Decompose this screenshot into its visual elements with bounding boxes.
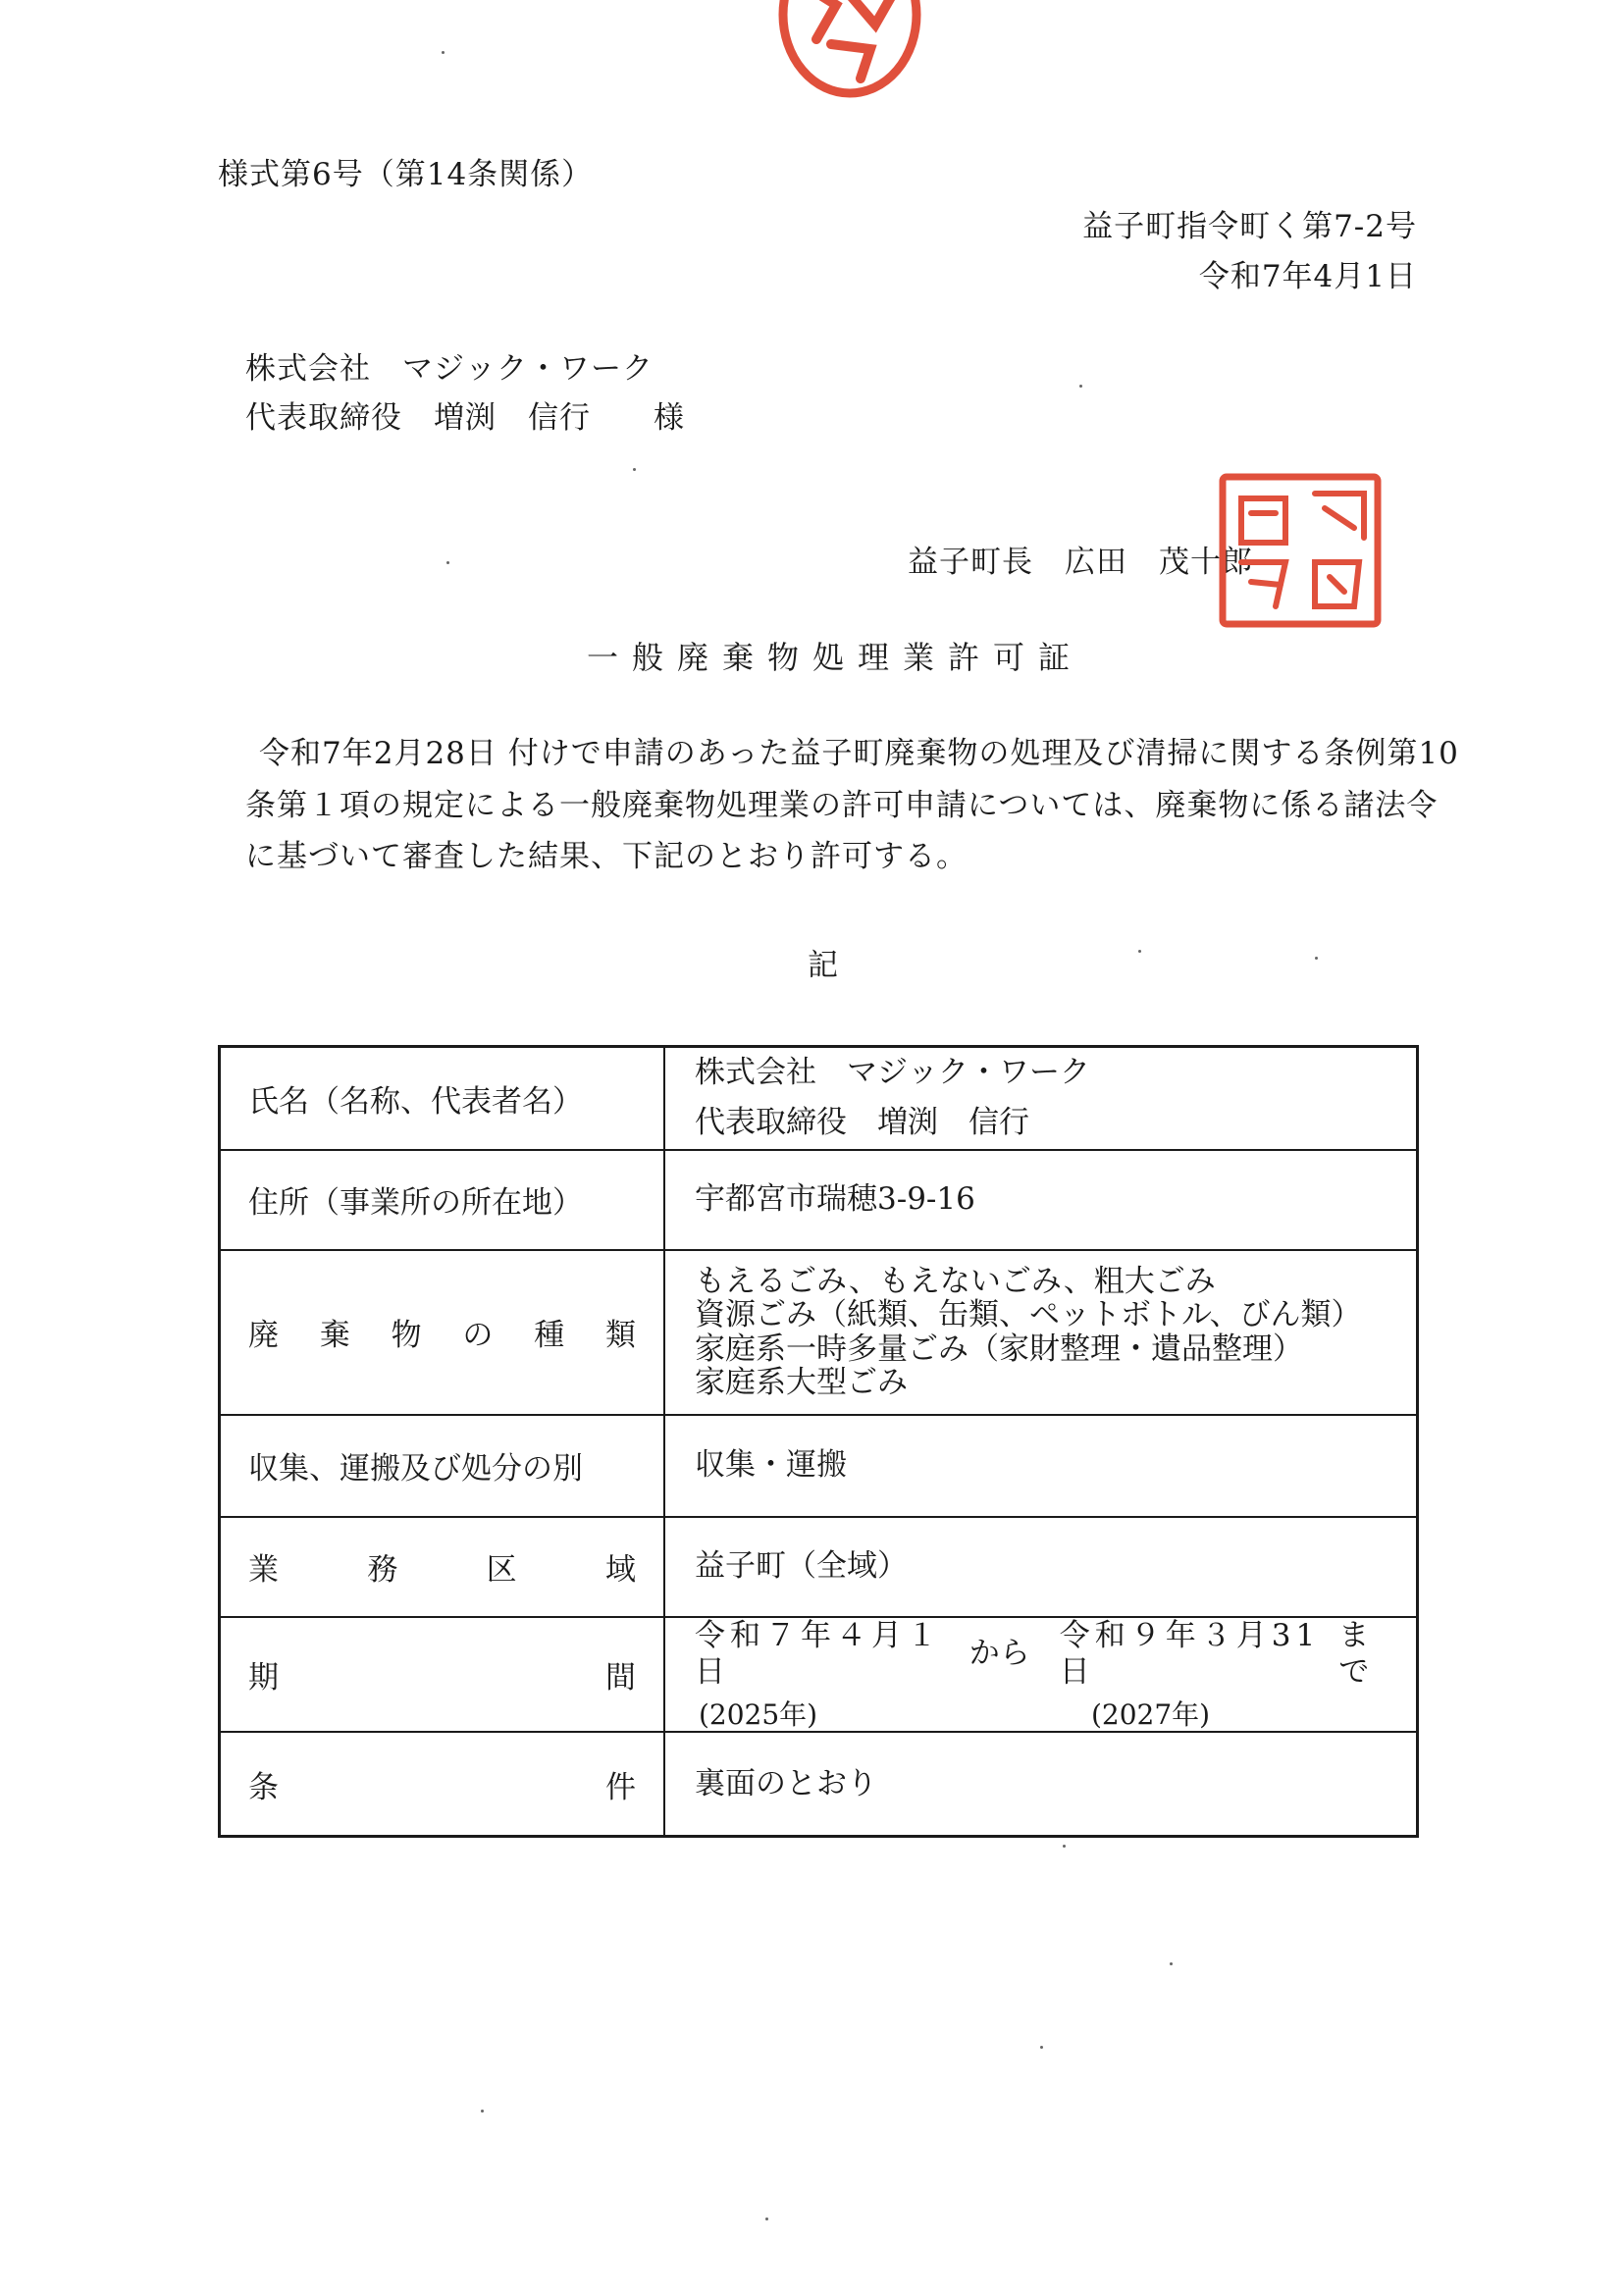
waste-value-3: 家庭系一時多量ごみ（家財整理・遺品整理）: [695, 1331, 1303, 1367]
name-value-cell: [664, 1047, 1418, 1150]
address-label: 住所（事業所の所在地）: [248, 1185, 583, 1221]
area-value: 益子町（全域）: [695, 1547, 908, 1584]
category-value: 収集・運搬: [695, 1446, 847, 1483]
waste-value-2: 資源ごみ（紙類、缶類、ペットボトル、びん類）: [695, 1297, 1362, 1333]
recipient-representative: 代表取締役 増渕 信行 様: [245, 400, 685, 436]
scan-speck: [446, 561, 449, 564]
ki-heading: 記: [808, 948, 839, 983]
period-line: [695, 1618, 1396, 1691]
scan-speck: [765, 2218, 768, 2220]
issue-date: 令和7年4月1日: [1198, 259, 1417, 294]
waste-label: 廃 棄 物 の 種 類: [248, 1318, 636, 1353]
permit-table: [218, 1045, 1419, 1838]
category-label-cell: [220, 1415, 665, 1517]
category-label: 収集、運搬及び処分の別: [248, 1451, 583, 1487]
row-conditions: [220, 1732, 1418, 1836]
period-start-year: (2025年): [699, 1697, 818, 1731]
scan-speck: [1170, 1962, 1173, 1965]
row-name: [220, 1047, 1418, 1150]
scan-speck: [633, 468, 636, 471]
seal-top: [777, 0, 922, 98]
row-area: [220, 1517, 1418, 1617]
waste-label-cell: [220, 1250, 665, 1415]
address-value: 宇都宮市瑞穂3-9-16: [695, 1180, 975, 1217]
document-number: 益子町指令町く第7-2号: [1082, 209, 1417, 244]
row-category: [220, 1415, 1418, 1517]
address-value-cell: [664, 1150, 1418, 1250]
scan-speck: [442, 51, 445, 54]
row-address: [220, 1150, 1418, 1250]
body-line-1: 令和7年2月28日 付けで申請のあった益子町廃棄物の処理及び清掃に関する条例第10: [259, 736, 1459, 771]
name-value-company: 株式会社 マジック・ワーク: [695, 1055, 1090, 1091]
issuer: 益子町長 広田 茂十郎: [908, 545, 1253, 580]
category-value-cell: [664, 1415, 1418, 1517]
waste-value-cell: [664, 1250, 1418, 1415]
row-period: [220, 1617, 1418, 1733]
scan-speck: [1079, 385, 1082, 388]
body-line-3: に基づいて審査した結果、下記のとおり許可する。: [245, 839, 968, 874]
area-label-cell: [220, 1517, 665, 1617]
recipient-company: 株式会社 マジック・ワーク: [245, 351, 654, 387]
period-start: 令和７年４月１日: [695, 1617, 942, 1690]
area-label: 業 務 区 域: [248, 1552, 636, 1588]
condition-value: 裏面のとおり: [695, 1765, 877, 1801]
waste-value-1: もえるごみ、もえないごみ、粗大ごみ: [695, 1264, 1216, 1300]
row-waste-type: [220, 1250, 1418, 1415]
period-end-year: (2027年): [1091, 1697, 1211, 1731]
name-label-cell: [220, 1047, 665, 1150]
scan-speck: [1063, 1845, 1066, 1848]
condition-label-cell: [220, 1732, 665, 1836]
body-line-2: 条第１項の規定による一般廃棄物処理業の許可申請については、廃棄物に係る諸法令: [245, 788, 1439, 823]
scan-speck: [1315, 957, 1318, 960]
address-label-cell: [220, 1150, 665, 1250]
period-from: から: [969, 1636, 1030, 1672]
mayor-seal: [1217, 469, 1384, 631]
scan-speck: [481, 2110, 484, 2113]
area-value-cell: [664, 1517, 1418, 1617]
period-label: 期 間: [248, 1659, 636, 1696]
period-end: 令和９年３月31日: [1059, 1617, 1321, 1690]
period-label-cell: [220, 1617, 665, 1733]
scan-speck: [1138, 950, 1141, 953]
form-number: 様式第6号（第14条関係）: [218, 157, 594, 192]
period-until: まで: [1338, 1617, 1370, 1690]
period-value-cell: [664, 1617, 1418, 1733]
name-label: 氏名（名称、代表者名）: [248, 1083, 583, 1120]
waste-value-4: 家庭系大型ごみ: [695, 1364, 908, 1400]
scan-speck: [1040, 2046, 1043, 2049]
name-value-representative: 代表取締役 増渕 信行: [695, 1105, 1029, 1141]
condition-label: 条 件: [248, 1769, 636, 1805]
document-title: 一般廃棄物処理業許可証: [587, 639, 1084, 676]
period-years: [695, 1698, 1396, 1732]
condition-value-cell: [664, 1732, 1418, 1836]
